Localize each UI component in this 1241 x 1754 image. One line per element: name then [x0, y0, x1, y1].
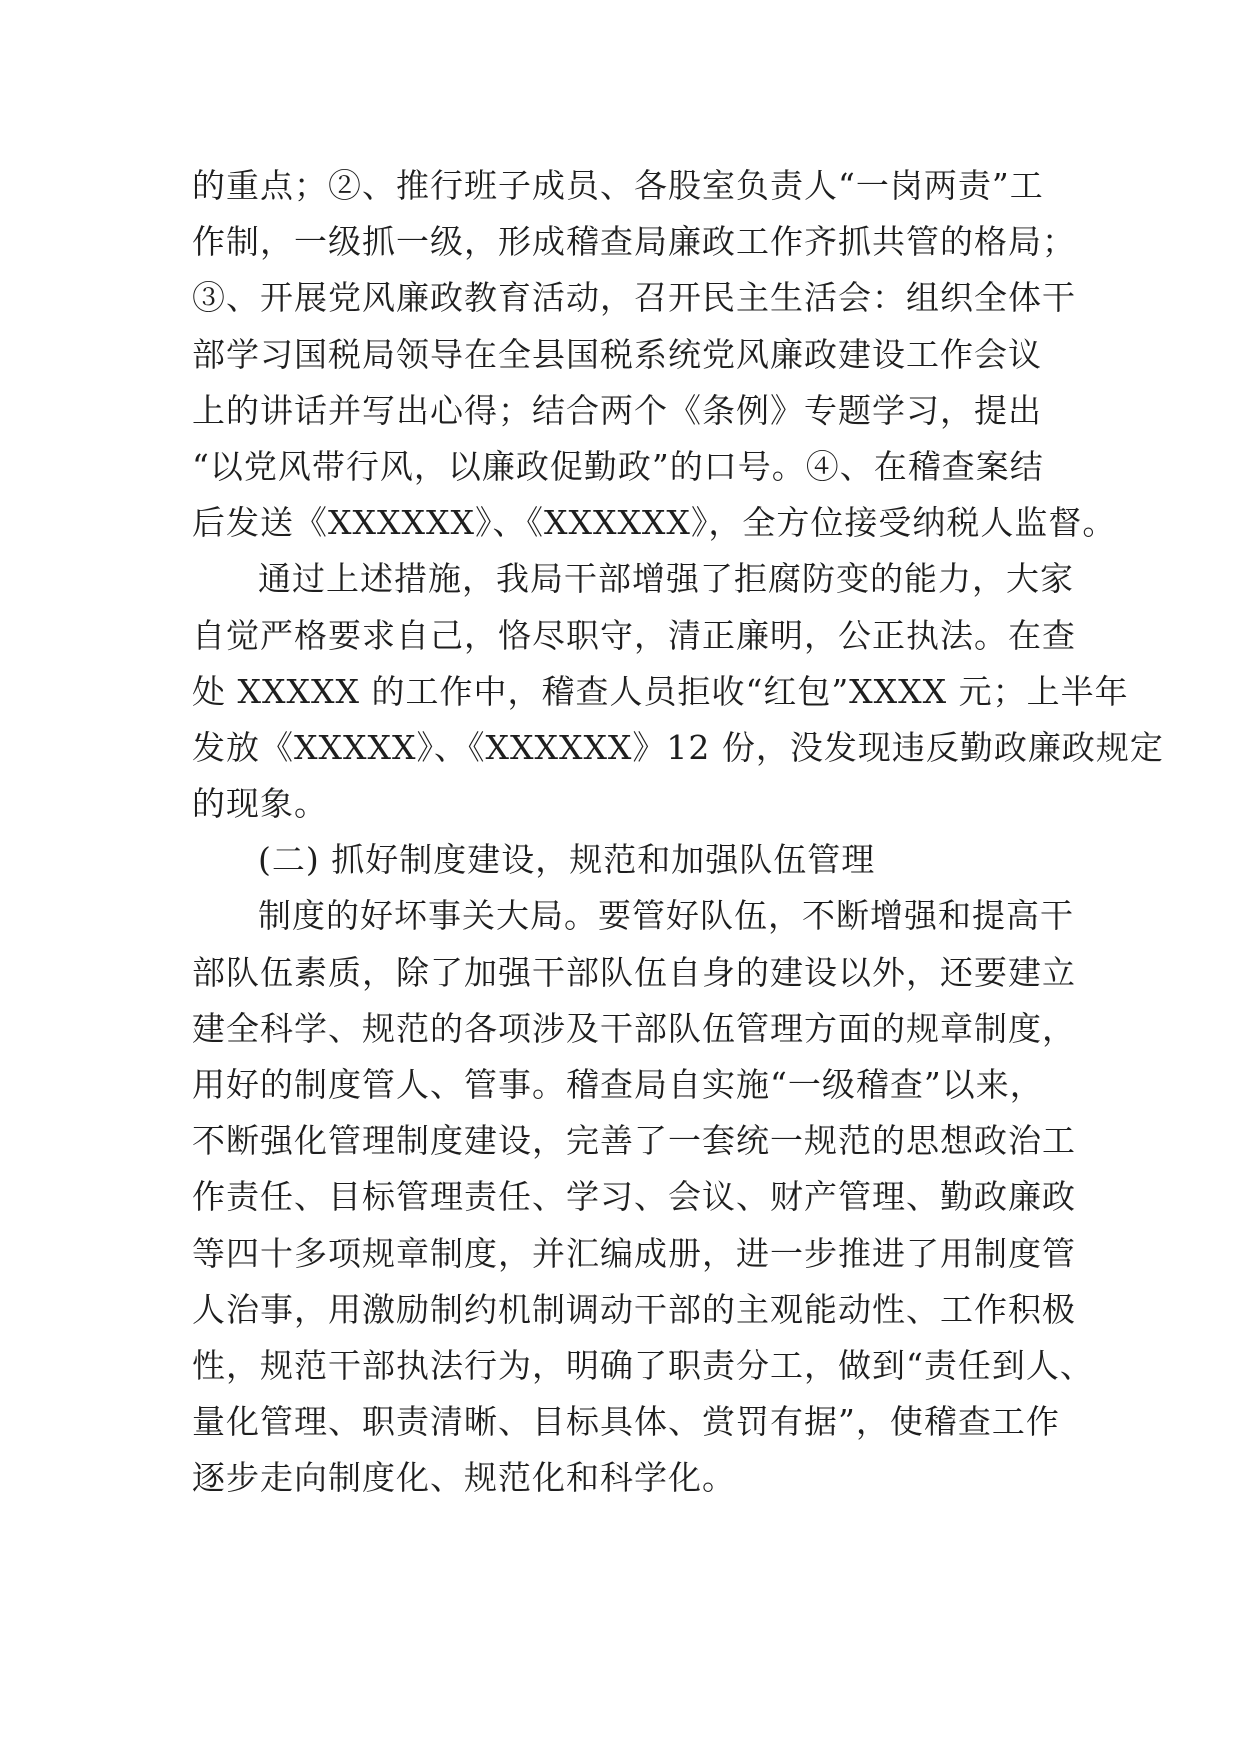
text-line: 发放《XXXXX》、《XXXXXX》12 份，没发现违反勤政廉政规定 — [192, 727, 1164, 767]
text-line: 量化管理、职责清晰、目标具体、赏罚有据”，使稽查工作 — [192, 1402, 1060, 1442]
text-line: 作责任、目标管理责任、学习、会议、财产管理、勤政廉政 — [192, 1177, 1076, 1217]
paragraph-first-line: 制度的好坏事关大局。要管好队伍，不断增强和提高干 — [258, 896, 1074, 936]
text-line: 处 XXXXX 的工作中，稽查人员拒收“红包”XXXX 元；上半年 — [192, 671, 1129, 711]
text-line: 部学习国税局领导在全县国税系统党风廉政建设工作会议 — [192, 334, 1042, 374]
text-line: ③、开展党风廉政教育活动，召开民主生活会：组织全体干 — [192, 278, 1076, 318]
text-line: 上的讲话并写出心得；结合两个《条例》专题学习，提出 — [192, 390, 1042, 430]
text-line: 建全科学、规范的各项涉及干部队伍管理方面的规章制度， — [192, 1008, 1076, 1048]
text-line: 的重点；②、推行班子成员、各股室负责人“一岗两责”工 — [192, 166, 1044, 205]
text-line: “以党风带行风，以廉政促勤政”的口号。④、在稽查案结 — [192, 446, 1044, 486]
text-line: 后发送《XXXXXX》、《XXXXXX》，全方位接受纳税人监督。 — [192, 503, 1117, 543]
text-line: 逐步走向制度化、规范化和科学化。 — [192, 1458, 736, 1498]
text-line: 作制，一级抓一级，形成稽查局廉政工作齐抓共管的格局； — [192, 222, 1076, 262]
paragraph-first-line: 通过上述措施，我局干部增强了拒腐防变的能力，大家 — [258, 559, 1074, 599]
document-body — [192, 158, 1164, 1507]
text-line: 人治事，用激励制约机制调动干部的主观能动性、工作积极 — [192, 1289, 1076, 1329]
section-heading: (二) 抓好制度建设，规范和加强队伍管理 — [258, 840, 876, 880]
text-line: 不断强化管理制度建设，完善了一套统一规范的思想政治工 — [192, 1121, 1076, 1161]
text-line: 部队伍素质，除了加强干部队伍自身的建设以外，还要建立 — [192, 952, 1076, 992]
text-line: 自觉严格要求自己，恪尽职守，清正廉明，公正执法。在查 — [192, 615, 1076, 655]
text-line: 用好的制度管人、管事。稽查局自实施“一级稽查”以来， — [192, 1065, 1044, 1104]
text-line: 等四十多项规章制度，并汇编成册，进一步推进了用制度管 — [192, 1233, 1076, 1273]
text-line: 的现象。 — [192, 784, 328, 824]
text-line: 性，规范干部执法行为，明确了职责分工，做到“责任到人、 — [192, 1345, 1094, 1385]
